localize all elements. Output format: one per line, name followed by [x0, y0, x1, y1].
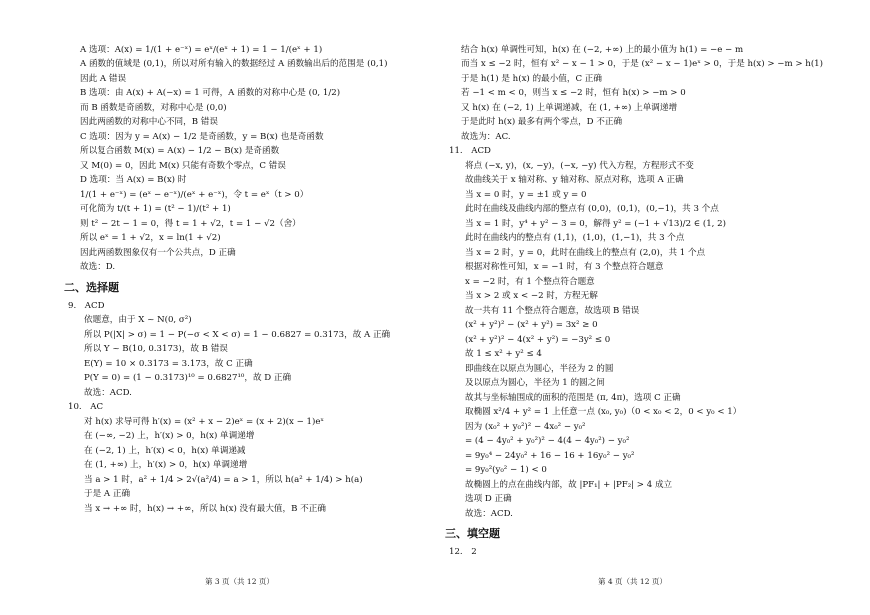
left-solution-lines: [80, 46, 455, 272]
solution-line: = 9y₀²(y₀² − 1) < 0: [465, 465, 547, 476]
solution-line: 根据对称性可知，x = −1 时，有 3 个整点符合题意: [465, 262, 664, 273]
solution-line: 在 (1, +∞) 上，h′(x) > 0，h(x) 单调递增: [84, 460, 248, 471]
solution-line: 故一共有 11 个整点符合题意，故选项 B 错误: [465, 305, 640, 316]
solution-line: x = −2 时，有 1 个整点符合题意: [465, 276, 595, 287]
solution-line: 故其与坐标轴围成的面积的范围是 (π, 4π)，选项 C 正确: [465, 392, 681, 403]
solution-line: 在 (−∞, −2) 上，h′(x) > 0，h(x) 单调递增: [84, 431, 255, 442]
solution-line: 故选：D.: [80, 262, 116, 273]
solution-line: 选项 D 正确: [465, 494, 512, 505]
solution-line: 结合 h(x) 单调性可知，h(x) 在 (−2, +∞) 上的最小值为 h(1) = −e − m: [461, 45, 744, 55]
solution-line: 所以 eˣ = 1 + √2，x = ln(1 + √2): [80, 233, 221, 244]
solution-line: 若 −1 < m < 0，则当 x ≤ −2 时，恒有 h(x) > −m > 0: [461, 88, 686, 99]
solution-line: 故曲线关于 x 轴对称、y 轴对称、原点对称，选项 A 正确: [465, 175, 684, 186]
solution-line: 当 x = 0 时，y = ±1 或 y = 0: [465, 189, 587, 200]
left-column: [64, 45, 455, 519]
solution-line: 又 M(0) = 0，因此 M(x) 只能有奇数个零点，C 错误: [80, 160, 286, 171]
solution-line: (x² + y²)² − (x² + y²) = 3x² ≥ 0: [465, 320, 598, 331]
solution-line: 当 x = 2 时，y = 0，此时在曲线上的整点有 (2,0)，共 1 个点: [465, 247, 706, 258]
q9-answer: 9. ACD: [68, 300, 105, 311]
solution-line: 因为 (x₀² + y₀²)² − 4x₀² − y₀²: [465, 421, 586, 432]
q10-solution: [80, 418, 455, 514]
solution-line: 将点 (−x, y)，(x, −y)，(−x, −y) 代入方程，方程形式不变: [465, 160, 694, 171]
solution-line: 所以 P(|X| > σ) = 1 − P(−σ < X < σ) = 1 − 0.6827 = 0.3173，故 A 正确: [84, 329, 391, 340]
solution-line: C 选项：因为 y = A(x) − 1/2 是奇函数，y = B(x) 也是奇函数: [80, 131, 324, 142]
section-heading-fill-in: 三、填空题: [445, 527, 500, 541]
solution-line: 于是 A 正确: [84, 489, 131, 500]
solution-line: A 函数的值域是 (0,1)，所以对所有输入的数据经过 A 函数输出后的范围是 (0,1): [80, 59, 388, 70]
solution-line: 于是 h(1) 是 h(x) 的最小值，C 正确: [461, 73, 602, 84]
solution-line: A 选项：A(x) = 1/(1 + e⁻ˣ) = eˣ/(eˣ + 1) = 1 − 1/(eˣ + 1): [80, 45, 323, 55]
solution-line: 故选：ACD.: [465, 508, 513, 519]
solution-line: D 选项：当 A(x) = B(x) 时: [80, 175, 187, 186]
solution-line: = 9y₀⁴ − 24y₀² + 16 − 16 + 16y₀² − y₀²: [465, 450, 635, 461]
solution-line: 依题意，由于 X ~ N(0, σ²): [84, 315, 192, 326]
solution-line: E(Y) = 10 × 0.3173 = 3.173，故 C 正确: [84, 358, 253, 369]
q10-answer: 10. AC: [68, 402, 104, 413]
solution-line: 所以复合函数 M(x) = A(x) − 1/2 − B(x) 是奇函数: [80, 146, 280, 157]
right-solution-lines: [461, 46, 836, 142]
solution-line: 因此两函数图象仅有一个公共点，D 正确: [80, 247, 236, 258]
solution-line: 则 t² − 2t − 1 = 0，得 t = 1 + √2，t = 1 − √2（舍）: [80, 218, 301, 229]
right-column: [445, 45, 836, 563]
solution-line: 取椭圆 x²/4 + y² = 1 上任意一点 (x₀, y₀)（0 < x₀ < 2，0 < y₀ < 1）: [465, 407, 742, 418]
q9-solution: [80, 316, 455, 397]
solution-line: 当 x > 2 或 x < −2 时，方程无解: [465, 291, 598, 302]
solution-line: 此时在曲线内的整点有 (1,1)，(1,0)，(1,−1)，共 3 个点: [465, 233, 685, 244]
solution-line: 此时在曲线及曲线内部的整点有 (0,0)，(0,1)，(0,−1)，共 3 个点: [465, 204, 719, 215]
solution-line: 故选为：AC.: [461, 131, 511, 142]
solution-line: 而当 x ≤ −2 时，恒有 x² − x − 1 > 0，于是 (x² − x − 1)eˣ > 0，于是 h(x) > −m > h(1): [461, 59, 823, 70]
solution-line: 因此两函数的对称中心不同，B 错误: [80, 117, 218, 128]
solution-line: 对 h(x) 求导可得 h′(x) = (x² + x − 2)eˣ = (x + 2)(x − 1)eˣ: [84, 416, 325, 427]
solution-line: 及以原点为圆心，半径为 1 的圆之间: [465, 378, 605, 389]
solution-line: 故椭圆上的点在曲线内部，故 |PF₁| + |PF₂| > 4 成立: [465, 479, 673, 490]
solution-line: 故选：ACD.: [84, 387, 132, 398]
section-heading-multiple-choice: 二、选择题: [64, 280, 119, 294]
page-number-left: 第 3 页（共 12 页）: [205, 577, 274, 586]
solution-line: 当 x → +∞ 时，h(x) → +∞，所以 h(x) 没有最大值，B 不正确: [84, 503, 326, 514]
solution-line: 当 x = 1 时，y⁴ + y² − 3 = 0，解得 y² = (−1 + √13)/2 ∈ (1, 2): [465, 218, 726, 229]
solution-line: 所以 Y ~ B(10, 0.3173)，故 B 错误: [84, 344, 228, 355]
q11-answer: 11. ACD: [449, 146, 491, 157]
solution-line: 又 h(x) 在 (−2, 1) 上单调递减，在 (1, +∞) 上单调递增: [461, 102, 678, 113]
solution-line: 可化简为 t/(t + 1) = (t² − 1)/(t² + 1): [80, 204, 231, 215]
q12-answer: 12. 2: [449, 547, 477, 558]
solution-line: 在 (−2, 1) 上，h′(x) < 0，h(x) 单调递减: [84, 445, 246, 456]
solution-line: P(Y = 0) = (1 − 0.3173)¹⁰ = 0.6827¹⁰，故 D 正确: [84, 373, 292, 384]
solution-line: 1/(1 + e⁻ˣ) = (eˣ − e⁻ˣ)/(eˣ + e⁻ˣ)，令 t = eˣ（t > 0）: [80, 189, 309, 200]
solution-line: B 选项：由 A(x) + A(−x) = 1 可得，A 函数的对称中心是 (0, 1/2): [80, 88, 341, 99]
solution-line: 当 a > 1 时，a² + 1/4 > 2√(a²/4) = a > 1，所以 h(a² + 1/4) > h(a): [84, 474, 363, 485]
solution-line: = (4 − 4y₀² + y₀²)² − 4(4 − 4y₀²) − y₀²: [465, 436, 630, 447]
page-number-right: 第 4 页（共 12 页）: [598, 577, 667, 586]
q11-solution: [461, 162, 836, 518]
solution-line: 因此 A 错误: [80, 73, 127, 84]
solution-line: 而 B 函数是奇函数，对称中心是 (0,0): [80, 102, 227, 113]
solution-line: 于是此时 h(x) 最多有两个零点，D 不正确: [461, 117, 623, 128]
solution-line: 故 1 ≤ x² + y² ≤ 4: [465, 349, 542, 360]
solution-line: 即曲线在以原点为圆心，半径为 2 的圆: [465, 363, 614, 374]
solution-line: (x² + y²)² − 4(x² + y²) = −3y² ≤ 0: [465, 334, 611, 345]
